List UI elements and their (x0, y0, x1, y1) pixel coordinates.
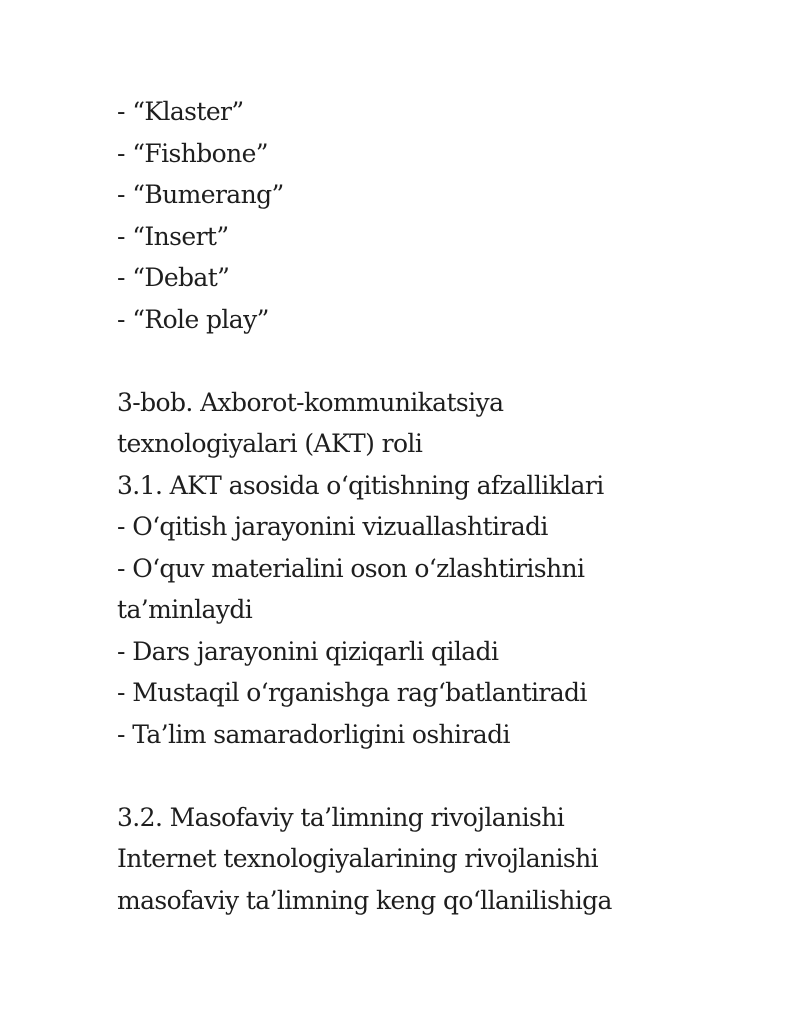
list-item: - Dars jarayonini qiziqarli qiladi (117, 636, 499, 666)
document-page (117, 91, 757, 921)
chapter-title: 3-bob. Axborot-kommunikatsiya (117, 387, 504, 417)
list-item: - “Role play” (117, 304, 269, 334)
chapter-title-continued: texnologiyalari (AKT) roli (117, 429, 423, 458)
list-item: - Mustaqil o‘rganishga rag‘batlantiradi (117, 678, 587, 707)
body-text-line: Internet texnologiyalarining rivojlanishi (117, 844, 599, 873)
paragraph-gap (117, 755, 757, 797)
list-item: - “Insert” (117, 221, 229, 251)
list-item: - “Debat” (117, 263, 230, 292)
section-heading: 3.1. AKT asosida o‘qitishning afzalliklari (117, 470, 604, 500)
list-item: - “Klaster” (117, 97, 244, 126)
body-text-line: masofaviy ta’limning keng qo‘llanilishiga (117, 885, 612, 915)
list-item-continued: ta’minlaydi (117, 595, 253, 624)
section-heading: 3.2. Masofaviy ta’limning rivojlanishi (117, 802, 565, 832)
list-item: - O‘qitish jarayonini vizuallashtiradi (117, 512, 548, 541)
paragraph-gap (117, 340, 757, 382)
list-item: - “Bumerang” (117, 180, 284, 209)
list-item: - Ta’lim samaradorligini oshiradi (117, 719, 510, 749)
list-item: - O‘quv materialini oson o‘zlashtirishni (117, 553, 585, 583)
list-item: - “Fishbone” (117, 138, 268, 168)
